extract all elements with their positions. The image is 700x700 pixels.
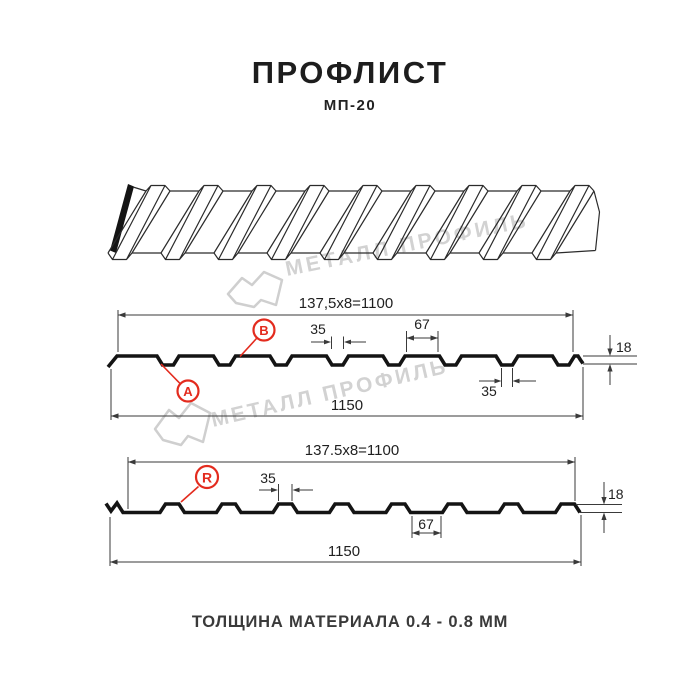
- metall-profil-flag-logo-icon: [228, 272, 282, 307]
- dim-label-reverse-width-formula: 137.5x8=1100: [304, 442, 400, 459]
- callout-b-letter: В: [259, 323, 269, 338]
- callout-b: [240, 320, 275, 357]
- dim-label-front-width-formula: 137,5x8=1100: [298, 295, 394, 312]
- sheet-cut-edge: [110, 184, 134, 253]
- watermark-brand-text: МЕТАЛЛ ПРОФИЛЬ: [283, 209, 531, 281]
- callout-a-letter: А: [183, 384, 193, 399]
- watermark-brand-text: МЕТАЛЛ ПРОФИЛЬ: [208, 355, 450, 432]
- reverse-profile-section: [106, 442, 624, 566]
- page-subtitle: МП-20: [323, 97, 377, 114]
- dim-reverse-rib-35: [259, 470, 313, 501]
- metall-profil-flag-logo-icon: [155, 403, 210, 445]
- dim-reverse-height-18: [576, 482, 624, 533]
- dim-front-height-18: [583, 335, 637, 385]
- dim-label-front-total-width: 1150: [330, 397, 364, 414]
- thickness-note: ТОЛЩИНА МАТЕРИАЛА 0.4 - 0.8 ММ: [191, 613, 509, 631]
- dim-front-groove-top-35: [310, 321, 366, 349]
- callout-r: [181, 466, 218, 502]
- dim-reverse-1150: [110, 515, 581, 566]
- watermark-middle: [155, 355, 450, 445]
- reverse-profile-outline: [106, 503, 580, 513]
- dim-label-reverse-height: 18: [608, 486, 624, 502]
- dim-label-reverse-total-width: 1150: [327, 543, 361, 560]
- dim-label-rib-width: 35: [260, 470, 276, 486]
- dim-label-front-height: 18: [616, 339, 632, 355]
- front-profile-section: [108, 295, 637, 420]
- dim-label-crest: 67: [414, 316, 430, 332]
- callout-r-letter: R: [201, 469, 213, 486]
- front-profile-outline: [108, 356, 583, 367]
- dim-reverse-valley-67: [412, 516, 441, 538]
- dim-front-groove-bottom-35: [479, 368, 536, 399]
- dim-front-1100: [118, 295, 573, 352]
- dim-label-valley-width: 67: [418, 516, 434, 532]
- callout-a: [161, 364, 199, 402]
- dim-label-groove-bottom: 35: [481, 383, 497, 399]
- dim-label-groove-top: 35: [310, 321, 326, 337]
- dim-front-crest-67: [407, 316, 439, 352]
- page-title: ПРОФЛИСТ: [251, 55, 449, 90]
